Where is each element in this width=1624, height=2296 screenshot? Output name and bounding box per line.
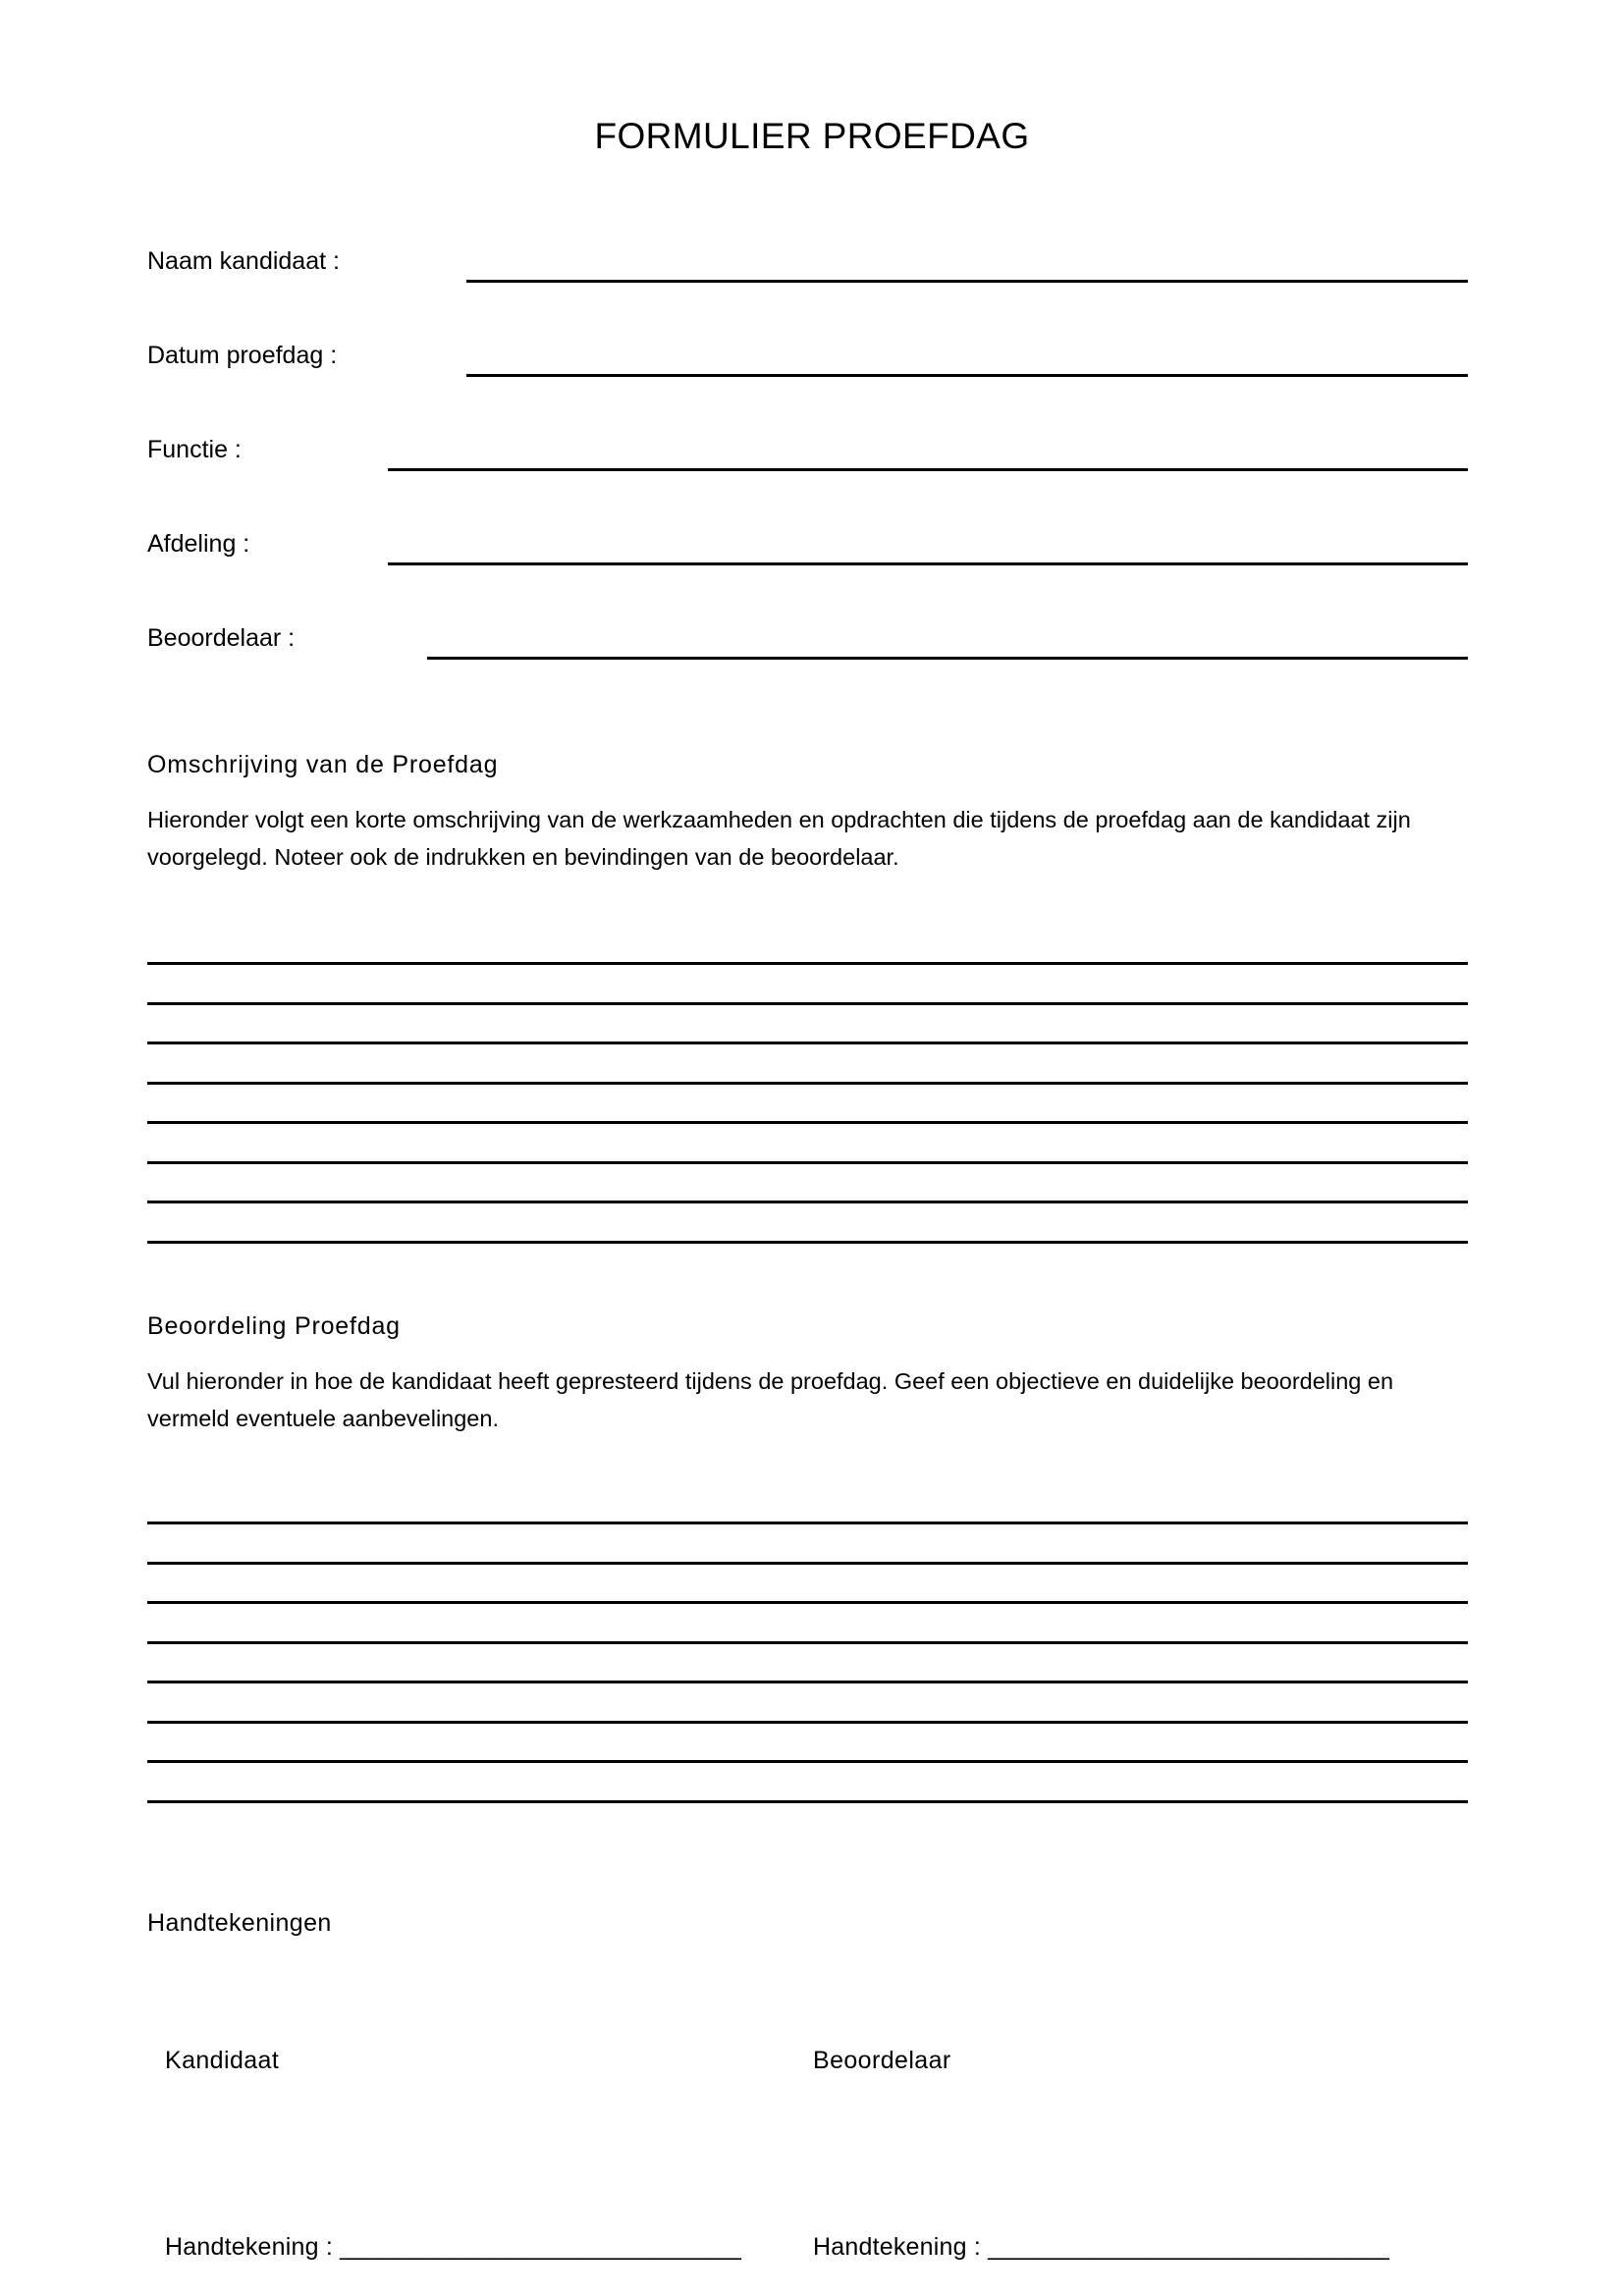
field-label-datum-proefdag: Datum proefdag : [147, 342, 338, 369]
write-line[interactable] [147, 1041, 1468, 1044]
write-line[interactable] [147, 1800, 1468, 1803]
write-line[interactable] [147, 962, 1468, 965]
field-row-functie [147, 424, 1468, 518]
signatures-heading: Handtekeningen [147, 1909, 332, 1937]
write-line[interactable] [147, 1601, 1468, 1604]
write-line[interactable] [147, 1082, 1468, 1085]
section-heading-beoordeling: Beoordeling Proefdag [147, 1312, 401, 1340]
writing-area-omschrijving[interactable] [147, 962, 1468, 1244]
field-row-afdeling [147, 518, 1468, 613]
signature-column-beoordelaar [813, 2047, 1461, 2075]
signature-input-kandidaat[interactable]: Handtekening : _____________________________ [165, 2233, 742, 2261]
signature-role-row [165, 2047, 1471, 2075]
field-label-afdeling: Afdeling : [147, 530, 250, 558]
field-input-functie[interactable] [388, 468, 1468, 471]
section-text-omschrijving: Hieronder volgt een korte omschrijving van de werkzaamheden en opdrachten die tijdens de proefdag aan de kandidaat zijn voorgelegd. Noteer ook de indrukken en bevindingen van de beoordelaar. [147, 807, 1411, 870]
identity-fields [147, 236, 1468, 707]
field-row-naam-kandidaat [147, 236, 1468, 330]
section-heading-omschrijving: Omschrijving van de Proefdag [147, 751, 499, 778]
signature-line-column-beoordelaar [813, 2233, 1461, 2262]
writing-area-beoordeling[interactable] [147, 1522, 1468, 1803]
field-row-beoordelaar [147, 613, 1468, 707]
write-line[interactable] [147, 1721, 1468, 1724]
write-line[interactable] [147, 1562, 1468, 1565]
signature-line-row [165, 2233, 1471, 2262]
write-line[interactable] [147, 1121, 1468, 1124]
field-input-afdeling[interactable] [388, 562, 1468, 565]
field-label-functie: Functie : [147, 436, 242, 463]
signature-column-kandidaat [165, 2047, 813, 2075]
write-line[interactable] [147, 1161, 1468, 1164]
field-row-datum-proefdag [147, 330, 1468, 424]
write-line[interactable] [147, 1522, 1468, 1524]
page-title: FORMULIER PROEFDAG [594, 116, 1030, 156]
field-input-datum-proefdag[interactable] [466, 374, 1468, 377]
section-beoordeling [147, 1312, 1468, 1437]
field-label-naam-kandidaat: Naam kandidaat : [147, 247, 340, 275]
write-line[interactable] [147, 1641, 1468, 1644]
signature-input-beoordelaar[interactable]: Handtekening : _____________________________ [813, 2233, 1390, 2261]
field-input-beoordelaar[interactable] [427, 657, 1468, 660]
section-omschrijving [147, 751, 1468, 876]
signature-role-kandidaat: Kandidaat [165, 2047, 280, 2074]
write-line[interactable] [147, 1760, 1468, 1763]
write-line[interactable] [147, 1201, 1468, 1203]
write-line[interactable] [147, 1002, 1468, 1005]
field-label-beoordelaar: Beoordelaar : [147, 624, 296, 652]
signature-line-column-kandidaat [165, 2233, 813, 2262]
section-text-beoordeling: Vul hieronder in hoe de kandidaat heeft gepresteerd tijdens de proefdag. Geef een objectieve en duidelijke beoordeling en vermeld eventuele aanbevelingen. [147, 1368, 1394, 1431]
write-line[interactable] [147, 1681, 1468, 1683]
write-line[interactable] [147, 1241, 1468, 1244]
field-input-naam-kandidaat[interactable] [466, 280, 1468, 283]
signature-role-beoordelaar: Beoordelaar [813, 2047, 951, 2074]
